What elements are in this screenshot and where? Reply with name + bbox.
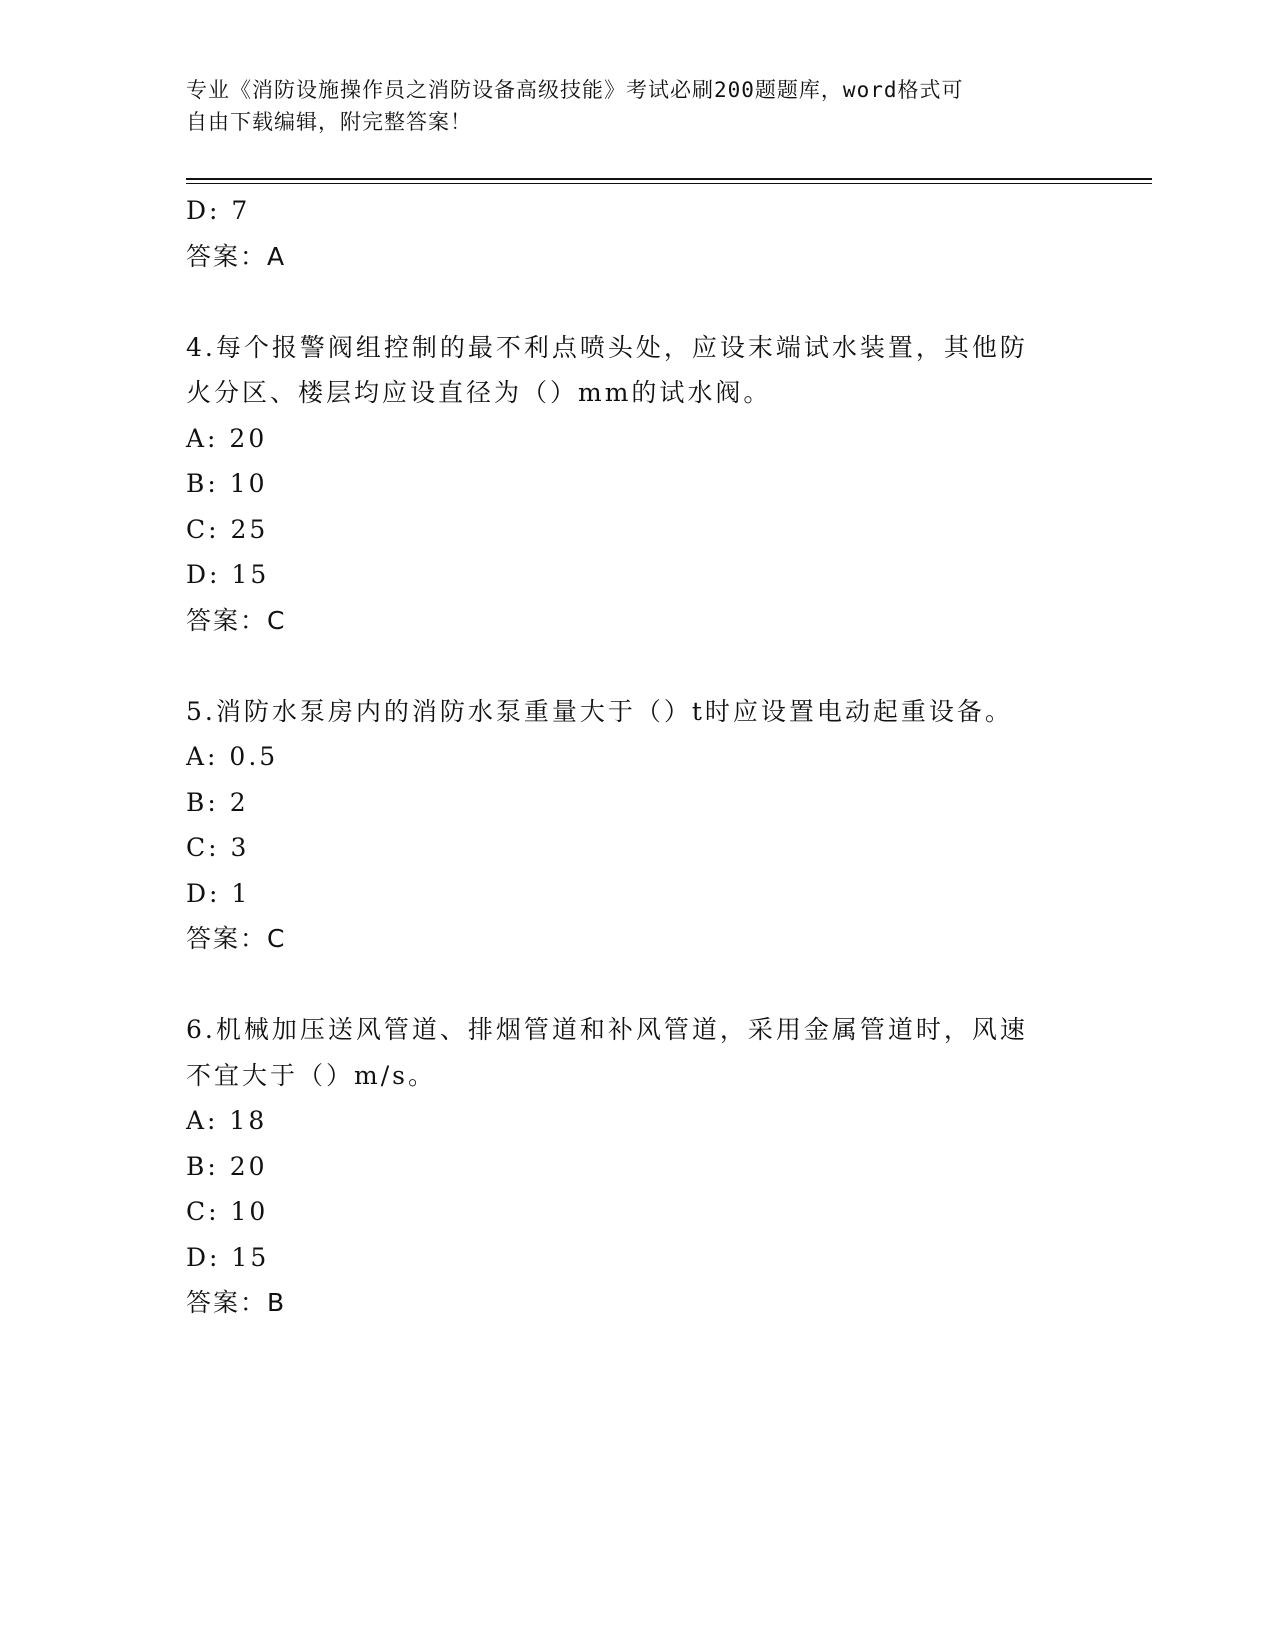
option-d: D: 7: [186, 196, 251, 225]
question-stem-line-1: 6.机械加压送风管道、排烟管道和补风管道，采用金属管道时，风速: [186, 1015, 1028, 1044]
option-b: B: 10: [186, 469, 268, 498]
option-d: D: 15: [186, 1242, 270, 1272]
option-c: C: 25: [186, 514, 269, 544]
option-c: C: 10: [186, 1197, 269, 1226]
spacer: [186, 962, 1066, 1008]
option-d: D: 15: [186, 560, 270, 589]
header-line-1: 专业《消防设施操作员之消防设备高级技能》考试必刷200题题库，word格式可: [186, 78, 964, 102]
option-a: A: 18: [186, 1106, 268, 1135]
prev-question-tail: [186, 188, 1066, 279]
header-rule-thick: [186, 178, 1152, 180]
question-stem-line-2: 火分区、楼层均应设直径为（）mm的试水阀。: [186, 378, 772, 407]
question-list: [186, 188, 1066, 1326]
option-c: C: 3: [186, 833, 250, 862]
option-a: A: 0.5: [186, 742, 279, 771]
spacer: [186, 279, 1066, 325]
question-stem-line-2: 不宜大于（）m/s。: [186, 1060, 436, 1090]
header-rule-thin: [186, 183, 1152, 184]
option-b: B: 20: [186, 1151, 268, 1181]
answer-line: 答案：B: [186, 1288, 287, 1317]
question-5: [186, 689, 1066, 962]
header-line-2: 自由下载编辑，附完整答案！: [186, 110, 472, 134]
option-d: D: 1: [186, 878, 251, 908]
answer-line: 答案：C: [186, 605, 287, 635]
answer-line: 答案：C: [186, 924, 287, 953]
answer-line: 答案：A: [186, 241, 287, 271]
option-a: A: 20: [186, 423, 268, 453]
question-stem-line-1: 5.消防水泵房内的消防水泵重量大于（）t时应设置电动起重设备。: [186, 696, 1013, 726]
option-b: B: 2: [186, 787, 249, 817]
question-6: [186, 1007, 1066, 1326]
question-4: [186, 325, 1066, 644]
spacer: [186, 643, 1066, 689]
question-stem-line-1: 4.每个报警阀组控制的最不利点喷头处，应设末端试水装置，其他防: [186, 332, 1028, 362]
document-header: [186, 74, 1066, 138]
